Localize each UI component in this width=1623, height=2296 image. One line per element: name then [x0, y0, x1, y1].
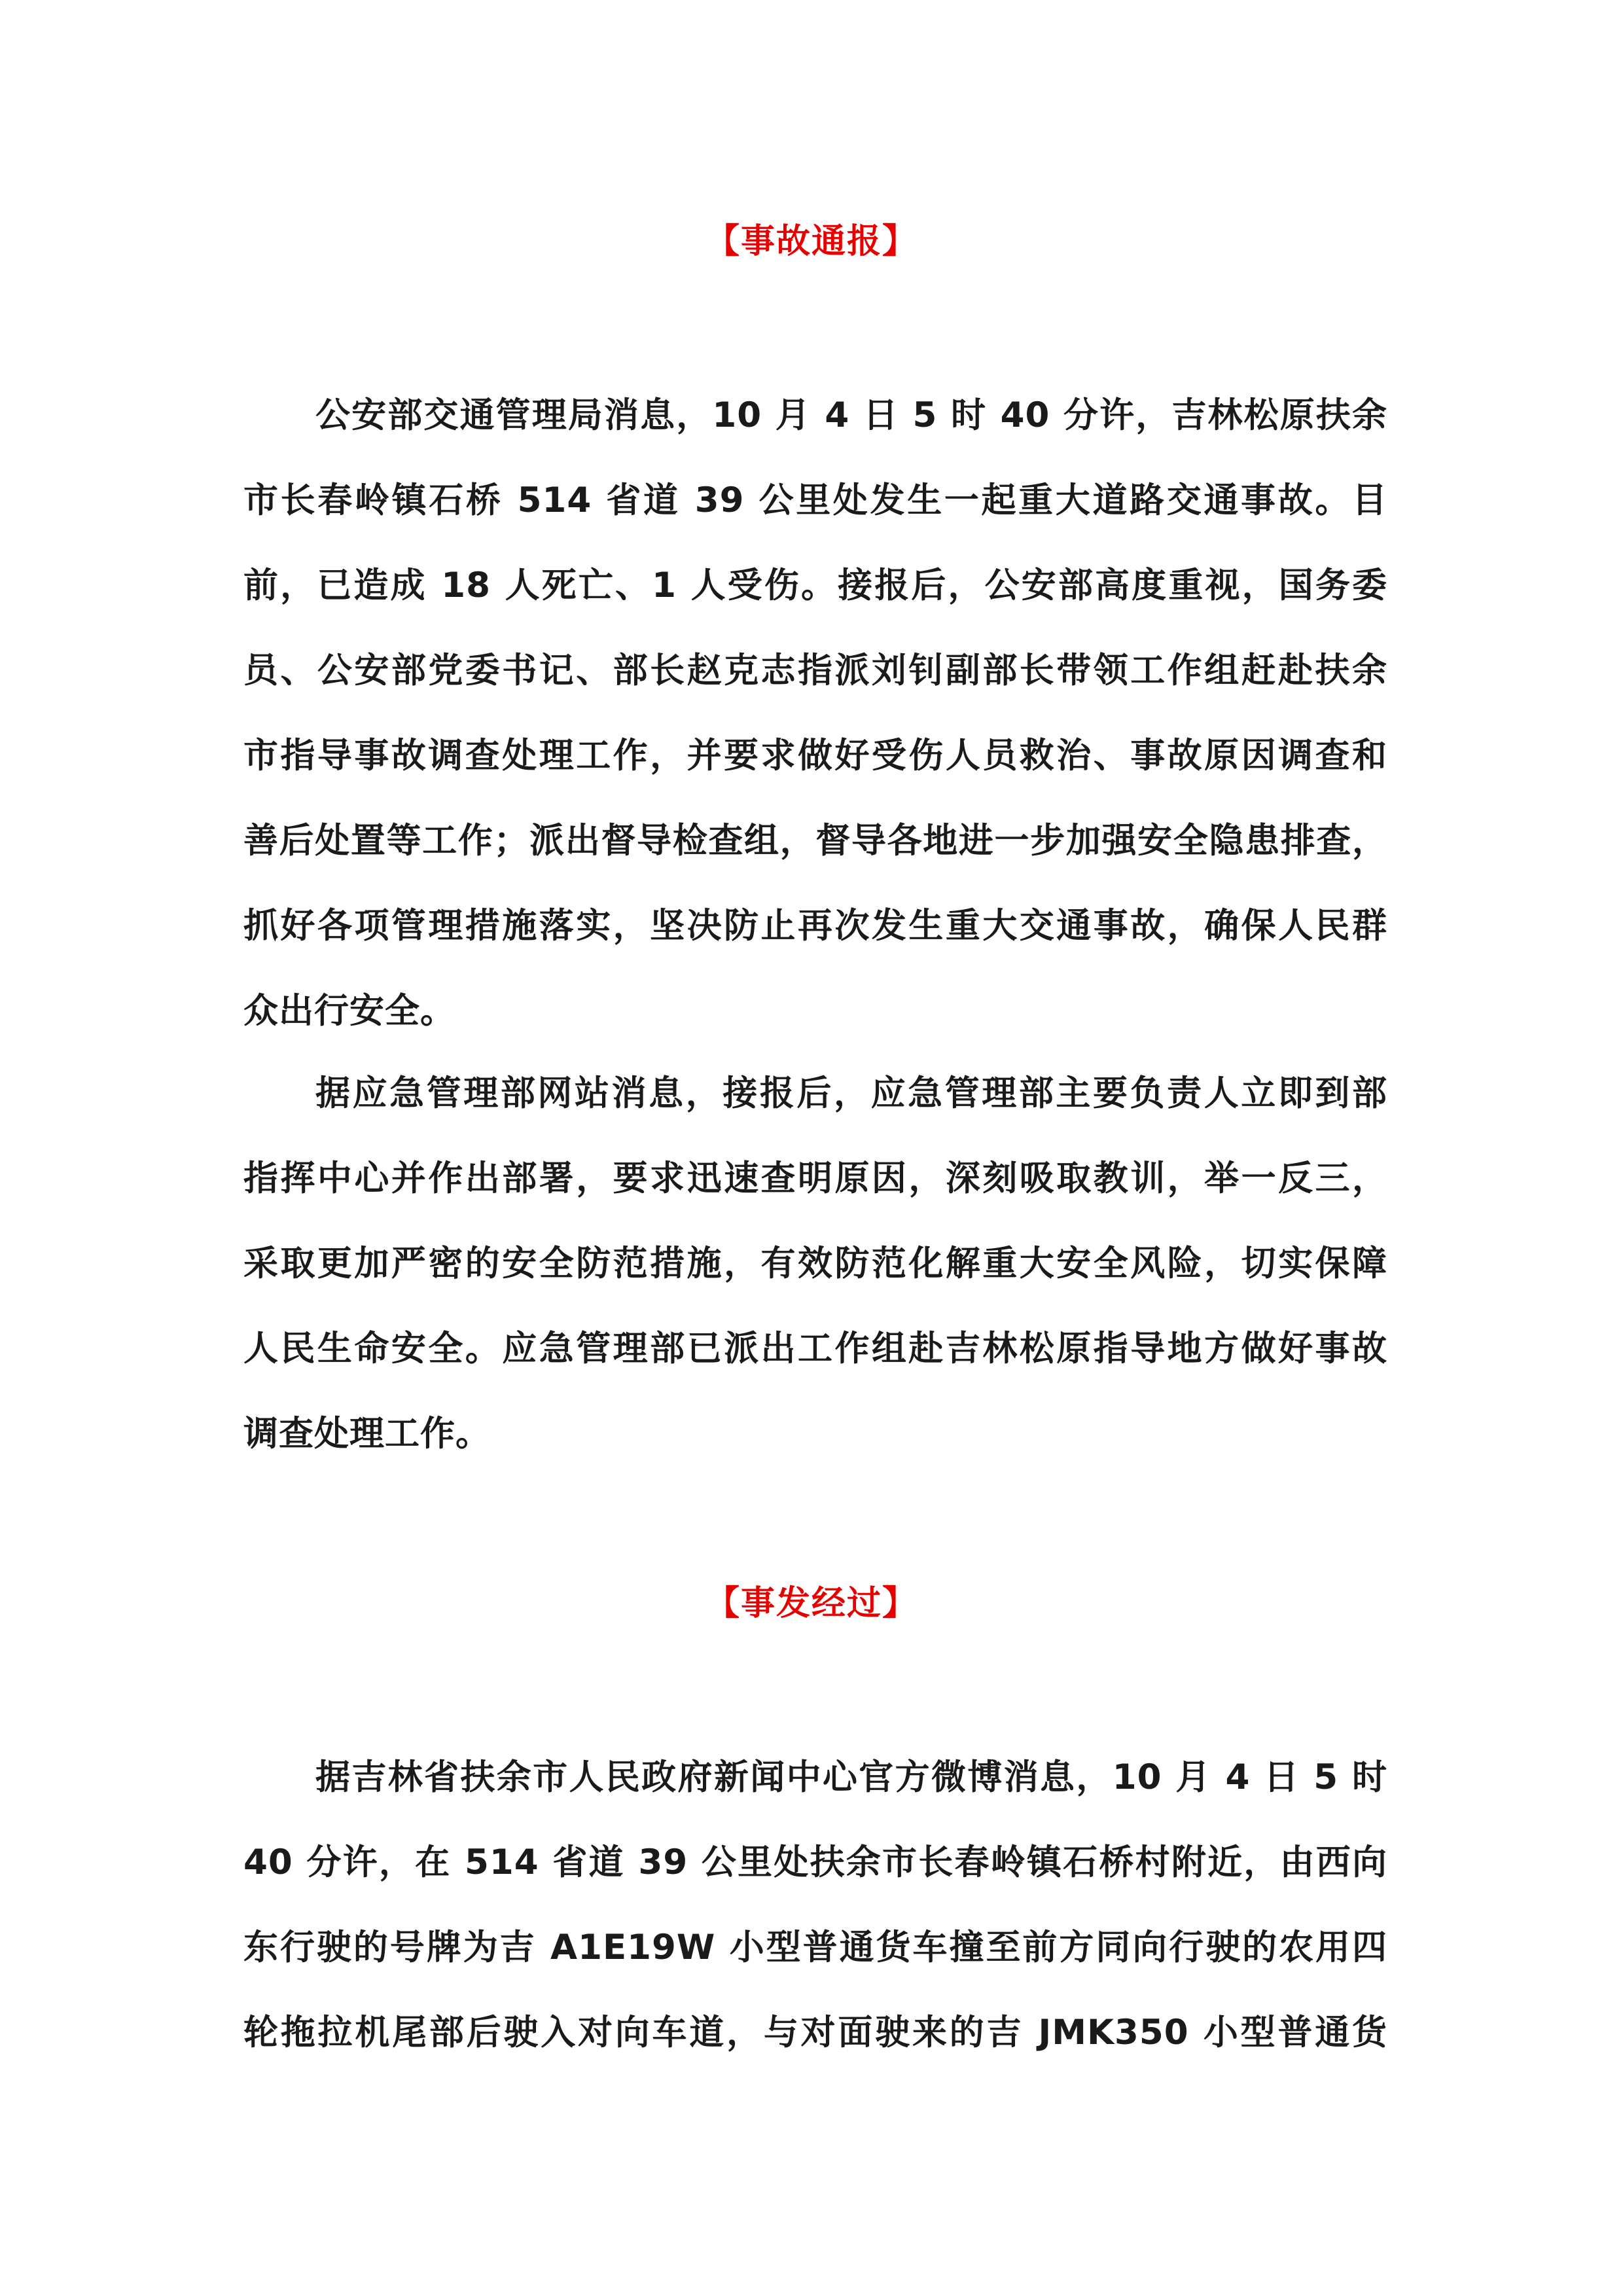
text-line: 前，已造成 18 人死亡、1 人受伤。接报后，公安部高度重视，国务委 [243, 565, 1387, 605]
section-heading-accident-report: 【事故通报】 [705, 222, 918, 261]
text-line: 指挥中心并作出部署，要求迅速查明原因，深刻吸取教训，举一反三， [243, 1158, 1387, 1198]
text-line: 轮拖拉机尾部后驶入对向车道，与对面驶来的吉 JMK350 小型普通货 [243, 2013, 1387, 2053]
text-line: 东行驶的号牌为吉 A1E19W 小型普通货车撞至前方同向行驶的农用四 [243, 1928, 1387, 1967]
text-line: 据应急管理部网站消息，接报后，应急管理部主要负责人立即到部 [315, 1073, 1387, 1113]
text-line: 公安部交通管理局消息，10 月 4 日 5 时 40 分许，吉林松原扶余 [315, 395, 1387, 435]
paragraph-emergency-report [243, 1051, 1387, 1477]
text-line: 抓好各项管理措施落实，坚决防止再次发生重大交通事故，确保人民群 [243, 906, 1387, 946]
text-line: 人民生命安全。应急管理部已派出工作组赴吉林松原指导地方做好事故 [243, 1329, 1387, 1369]
text-line: 员、公安部党委书记、部长赵克志指派刘钊副部长带领工作组赶赴扶余 [243, 651, 1387, 691]
text-line: 市指导事故调查处理工作，并要求做好受伤人员救治、事故原因调查和 [243, 736, 1387, 776]
text-line: 善后处置等工作；派出督导检查组，督导各地进一步加强安全隐患排查， [243, 821, 1387, 861]
section-heading-incident-details: 【事发经过】 [705, 1584, 918, 1623]
text-line: 采取更加严密的安全防范措施，有效防范化解重大安全风险，切实保障 [243, 1244, 1387, 1283]
text-line: 众出行安全。 [243, 991, 455, 1031]
paragraph-police-report [243, 373, 1387, 1054]
text-line: 40 分许，在 514 省道 39 公里处扶余市长春岭镇石桥村附近，由西向 [243, 1842, 1387, 1882]
paragraph-incident-details [243, 1735, 1387, 2075]
text-line: 市长春岭镇石桥 514 省道 39 公里处发生一起重大道路交通事故。目 [243, 480, 1387, 520]
text-line: 调查处理工作。 [243, 1414, 491, 1454]
text-line: 据吉林省扶余市人民政府新闻中心官方微博消息，10 月 4 日 5 时 [315, 1757, 1387, 1797]
